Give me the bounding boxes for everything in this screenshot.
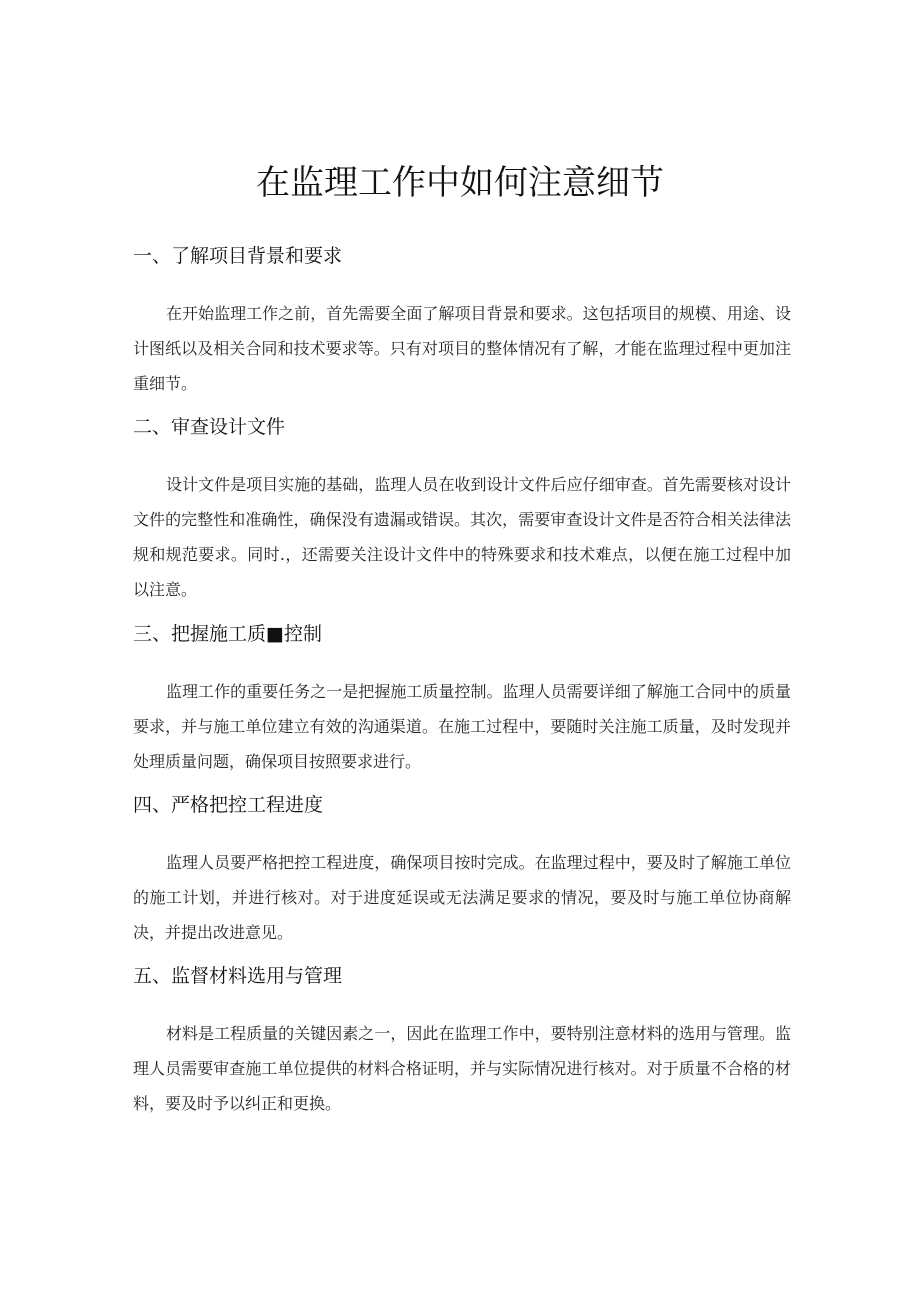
section-material-management bbox=[133, 961, 798, 1121]
section-heading: 五、监督材料选用与管理 bbox=[133, 965, 343, 987]
section-paragraph: 设计文件是项目实施的基础，监理人员在收到设计文件后应仔细审查。首先需要核对设计文件的完整性和准确性，确保没有遗漏或错误。其次，需要审查设计文件是否符合相关法律法规和规范要求。同时.，还需要关注设计文件中的特殊要求和技术难点，以便在施工过程中加以注意。 bbox=[133, 475, 791, 599]
section-project-background bbox=[133, 241, 798, 401]
page-title: 在监理工作中如何注意细节 bbox=[256, 163, 664, 203]
section-heading: 三、把握施工质■控制 bbox=[133, 623, 322, 645]
section-heading: 四、严格把控工程进度 bbox=[133, 794, 324, 816]
section-schedule-control bbox=[133, 790, 798, 950]
section-quality-control bbox=[133, 619, 798, 779]
section-paragraph: 监理人员要严格把控工程进度，确保项目按时完成。在监理过程中，要及时了解施工单位的施工计划，并进行核对。对于进度延误或无法满足要求的情况，要及时与施工单位协商解决，并提出改进意见。 bbox=[133, 853, 791, 942]
section-paragraph: 在开始监理工作之前，首先需要全面了解项目背景和要求。这包括项目的规模、用途、设计图纸以及相关合同和技术要求等。只有对项目的整体情况有了解，才能在监理过程中更加注重细节。 bbox=[133, 304, 791, 393]
section-paragraph: 材料是工程质量的关键因素之一，因此在监理工作中，要特别注意材料的选用与管理。监理人员需要审查施工单位提供的材料合格证明，并与实际情况进行核对。对于质量不合格的材料，要及时予以纠正和更换。 bbox=[133, 1024, 791, 1113]
section-heading: 一、了解项目背景和要求 bbox=[133, 245, 343, 267]
section-paragraph: 监理工作的重要任务之一是把握施工质量控制。监理人员需要详细了解施工合同中的质量要求，并与施工单位建立有效的沟通渠道。在施工过程中，要随时关注施工质量，及时发现并处理质量问题，确保项目按照要求进行。 bbox=[133, 682, 791, 771]
section-review-design bbox=[133, 412, 798, 607]
section-heading: 二、审查设计文件 bbox=[133, 416, 286, 438]
